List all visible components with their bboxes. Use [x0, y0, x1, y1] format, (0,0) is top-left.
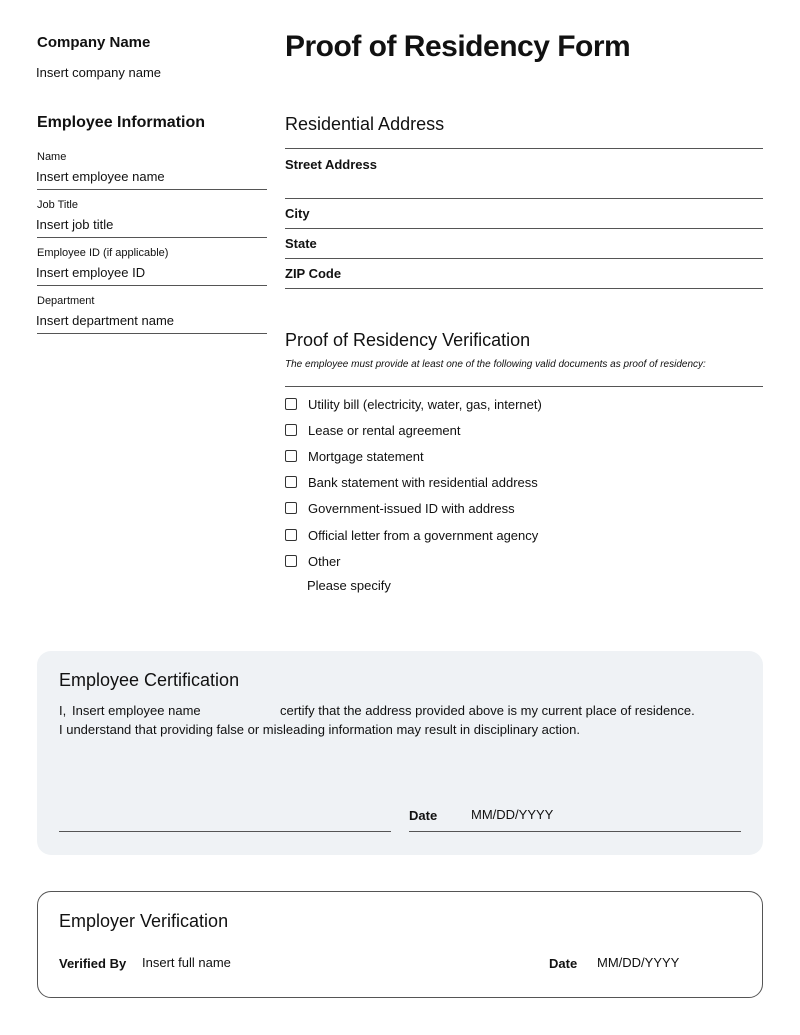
checkbox[interactable] [285, 450, 297, 462]
option-label: Official letter from a government agency [308, 528, 539, 543]
name-input[interactable]: Insert employee name [36, 169, 165, 184]
state-field[interactable]: State [285, 236, 317, 251]
checkbox[interactable] [285, 398, 297, 410]
checkbox[interactable] [285, 424, 297, 436]
company-name-label: Company Name [37, 34, 151, 51]
divider [285, 148, 763, 149]
checkbox[interactable] [285, 529, 297, 541]
employer-date-label: Date [549, 956, 578, 971]
divider [37, 237, 267, 238]
option-label: Bank statement with residential address [308, 475, 538, 490]
checkbox[interactable] [285, 555, 297, 567]
employee-certification-panel [37, 651, 763, 855]
verified-by-input[interactable]: Insert full name [142, 955, 231, 970]
employee-id-label: Employee ID (if applicable) [37, 247, 169, 259]
divider [409, 831, 741, 832]
option-label: Lease or rental agreement [308, 423, 461, 438]
certification-warning: I understand that providing false or misleading information may result in disciplinary action. [59, 722, 580, 737]
divider [285, 198, 763, 199]
divider [285, 258, 763, 259]
zip-code-field[interactable]: ZIP Code [285, 266, 342, 281]
name-label: Name [37, 151, 67, 163]
other-specify-input[interactable]: Please specify [307, 578, 391, 593]
department-label: Department [37, 295, 95, 307]
certification-name-input[interactable]: Insert employee name [72, 703, 201, 718]
job-title-input[interactable]: Insert job title [36, 217, 114, 232]
divider [285, 228, 763, 229]
street-address-field[interactable]: Street Address [285, 157, 377, 172]
certification-date-input[interactable]: MM/DD/YYYY [471, 807, 554, 822]
verified-by-label: Verified By [59, 956, 127, 971]
employee-id-input[interactable]: Insert employee ID [36, 265, 146, 280]
verification-instruction: The employee must provide at least one of the following valid documents as proof of residency: [285, 359, 706, 370]
divider [37, 285, 267, 286]
option-label: Utility bill (electricity, water, gas, internet) [308, 397, 542, 412]
page-title: Proof of Residency Form [285, 30, 631, 63]
divider [37, 189, 267, 190]
employer-date-input[interactable]: MM/DD/YYYY [597, 955, 680, 970]
job-title-label: Job Title [37, 199, 78, 211]
certification-prefix: I, [59, 703, 67, 718]
divider [285, 386, 763, 387]
certification-statement: certify that the address provided above is my current place of residence. [280, 703, 695, 718]
divider [285, 288, 763, 289]
residential-address-heading: Residential Address [285, 114, 445, 134]
option-label: Mortgage statement [308, 449, 424, 464]
signature-line[interactable] [59, 831, 391, 832]
employer-verification-panel [37, 891, 763, 998]
checkbox[interactable] [285, 502, 297, 514]
verification-heading: Proof of Residency Verification [285, 330, 531, 350]
certification-date-label: Date [409, 808, 438, 823]
option-label: Other [308, 554, 341, 569]
divider [37, 333, 267, 334]
department-input[interactable]: Insert department name [36, 313, 175, 328]
employee-info-heading: Employee Information [37, 114, 206, 131]
checkbox[interactable] [285, 476, 297, 488]
employer-verification-heading: Employer Verification [59, 911, 229, 931]
company-name-input[interactable]: Insert company name [36, 65, 162, 80]
option-label: Government-issued ID with address [308, 501, 515, 516]
city-field[interactable]: City [285, 206, 310, 221]
certification-heading: Employee Certification [59, 670, 240, 690]
